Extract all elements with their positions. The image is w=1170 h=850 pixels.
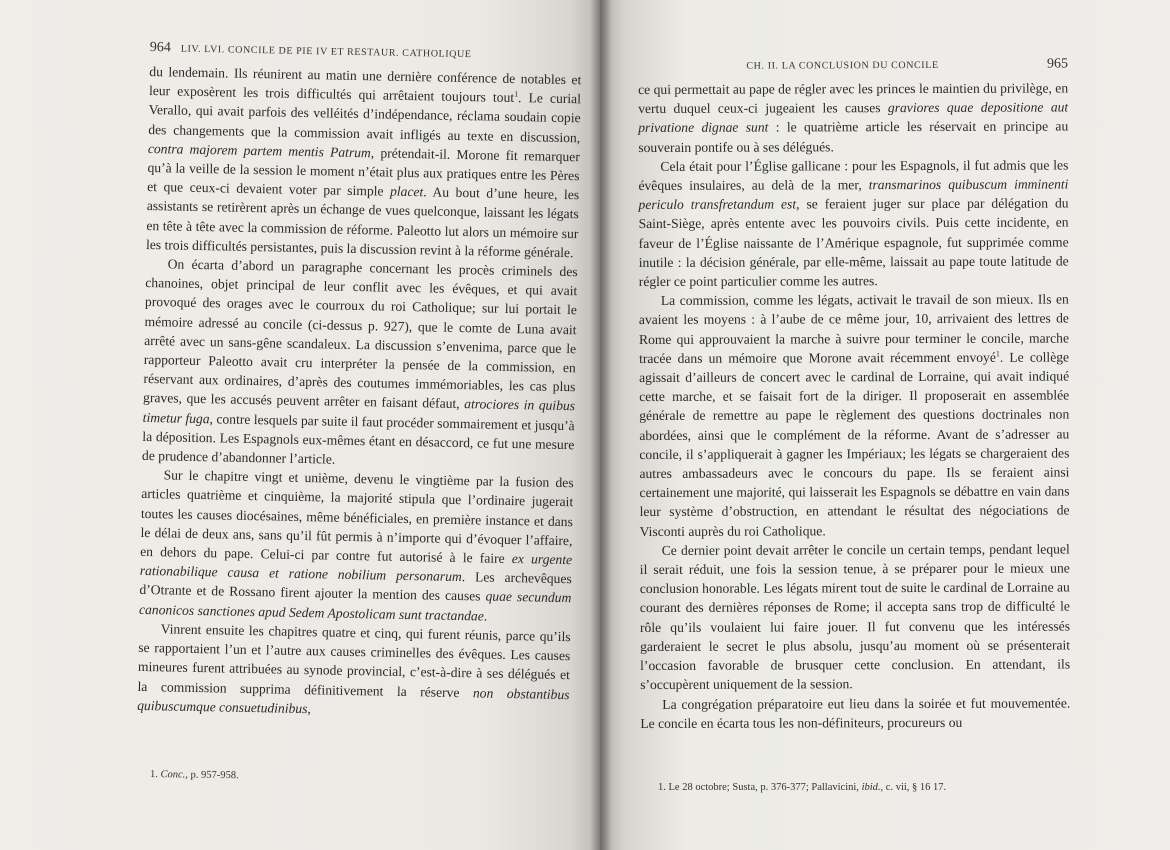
latin-phrase: atrociores in quibus timetur fuga: [142, 396, 576, 426]
text-run: Vinrent ensuite les chapitres quatre et cinq, qui furent réunis, parce qu’ils se rapportaient l’un et l’autre aux causes criminelles des évêques. Les causes mineures furent attribuées au synode provincial, c’est-à-dire à ses délégués et la commission supprima définitivement la réserve: [137, 621, 571, 700]
paragraph: [640, 539, 1071, 694]
left-page-number: 964: [149, 40, 171, 56]
latin-phrase: transmarinos quibuscum imminenti periculo transfretandum est: [638, 176, 1069, 213]
latin-phrase: placet: [389, 183, 424, 200]
text-run: . Le curial Verallo, qui avait parfois des velléités d’indépendance, réclama soudain copie des changements que la commission avait infligés au texte en discussion,: [148, 90, 582, 145]
latin-phrase: contra majorem partem mentis Patrum: [147, 140, 371, 161]
latin-phrase: graviores quae depositione aut privatione dignae sunt: [638, 99, 1069, 136]
text-run: On écarta d’abord un paragraphe concernant les procès criminels des chanoines, objet principal de leur conflit avec les évêques, et qui avait provoqué des orages avec le courroux du roi Catholique; sur lui portait le mémoire adressé au concile (ci-dessus p. 927), que le comte de Luna avait arrêté avec un sans-gêne scandaleux. La discussion s’envenima, parce que le rapporteur Paleotto avait cru interpréter la pensée de la commission, en réservant aux ordinaires, d’après des coutumes immémoriables, les cas plus graves, que les accusés peuvent arrêter en faisant défaut,: [142, 256, 578, 412]
text-run: . Le collège agissait d’ailleurs de concert avec le cardinal de Lorraine, qui avait indiqué cette marche, et se faisait fort de la diriger. Il proposerait en assemblée générale de remettre au pape le règlement des questions doctrinales non abordées, ainsi que le complément de la réforme. Avant de s’adresser au concile, il s’appliquerait à gagner les Impériaux; les légats se chargeraient des autres ambassadeurs avec le concours du pape. Ils se feraient ainsi certainement une majorité, qui laisserait les Espagnols se débattre en vain dans leur système d’obstruction, en attendant le résultat des négociations de Visconti auprès du roi Catholique.: [639, 349, 1070, 539]
text-run: 1. Le 28 octobre; Susta, p. 376-377; Pallavicini,: [658, 782, 862, 793]
text-run: ,: [307, 700, 312, 716]
right-page-content: [638, 56, 1070, 732]
latin-phrase: quae secundum canonicos sanctiones apud Sedem Apostolicam sunt tractandae: [138, 589, 572, 624]
right-page-number: 965: [1046, 56, 1069, 72]
paragraph: [137, 619, 571, 723]
paragraph: [638, 78, 1068, 156]
latin-phrase: ibid.: [861, 782, 881, 793]
text-run: , contre lesquels par suite il faut procéder sommairement et jusqu’à la déposition. Les Espagnols eux-mêmes étant en désaccord, ce fut une mesure de prudence d’abandonner l’article.: [141, 410, 575, 467]
footnote-ref: 1: [995, 349, 1000, 359]
latin-phrase: ex urgente rationabilique causa et ratione nobilium personarum: [139, 551, 573, 585]
footnote-ref: 1: [514, 89, 519, 99]
text-run: ce qui permettait au pape de régler avec les princes le maintien du privilège, en vertu duquel ceux-ci jugeaient les causes: [638, 80, 1069, 117]
right-running-head-title: CH. II. LA CONCLUSION DU CONCILE: [746, 59, 939, 72]
text-run: , se feraient juger sur place par délégation du Saint-Siège, après entente avec les pouvoirs civils. Puis cette incidente, en faveur de l’Église naissante de l’Amérique espagnole, fut supprimée comme inutile : la décision générale, par elle-même, laissait au pape toute latitude de régler ce point particulier comme les autres.: [638, 195, 1069, 290]
text-run: La commission, comme les légats, activait le travail de son mieux. Ils en avaient les moyens : à l’aube de ce même jour, 10, arrivaient des lettres de Rome qui approuvaient la marche à suivre pour terminer le concile, marche tracée dans un mémoire que Morone avait récemment envoyé: [638, 291, 1070, 366]
text-run: La congrégation préparatoire eut lieu dans la soirée et fut mouvementée. Le concile en écarta tous les non-définiteurs, procureurs ou: [640, 694, 1071, 731]
paragraph: [139, 465, 574, 627]
right-page: [600, 0, 1170, 850]
left-running-head: [150, 40, 582, 64]
left-body-text: [137, 62, 581, 723]
latin-phrase: Conc.: [160, 769, 186, 781]
text-run: .: [483, 608, 488, 624]
text-run: 1.: [149, 768, 161, 781]
text-run: . Au bout d’une heure, les assistants se retirèrent après un échange de vues quelconque, laissant les légats en tête à tête avec la commission de réforme. Paleotto lut alors un mémoire sur les trois difficultés persistantes, puis la discussion revint à la réforme générale.: [145, 184, 580, 260]
right-running-head: [638, 56, 1068, 74]
paragraph: [142, 254, 578, 473]
text-run: , c. vii, § 16 17.: [880, 782, 947, 793]
text-run: , p. 957-958.: [185, 769, 239, 782]
latin-phrase: non obstantibus quibuscumque consuetudinibus: [137, 684, 570, 716]
paragraph: [640, 693, 1070, 733]
text-run: Sur le chapitre vingt et unième, devenu le vingtième par la fusion des articles quatrième et cinquième, la majorité stipula que l’ordinaire jugerait toutes les causes diocésaines, même bénéficiales, en première instance et dans le délai de deux ans, sans qu’il fût permis à n’importe qui d’évoquer l’affaire, en dehors du pape. Celui-ci par contre fut autorisé à le faire: [140, 467, 574, 567]
text-run: : le quatrième article les réservait en principe au souverain pontife ou à ses délégués.: [638, 118, 1069, 155]
left-footnote: [150, 769, 580, 786]
paragraph: [146, 62, 582, 262]
right-footnote: [658, 782, 1088, 793]
text-run: Cela était pour l’Église gallicane : pour les Espagnols, il fut admis que les évêques insulaires, au delà de la mer,: [638, 157, 1069, 194]
paragraph: [638, 155, 1068, 291]
text-run: . Les archevêques d’Otrante et de Rossano firent ajouter la mention des causes: [139, 569, 572, 605]
text-run: du lendemain. Ils réunirent au matin une dernière conférence de notables et leur exposèrent les trois difficultés qui arrêtaient toujours tout: [148, 63, 582, 106]
text-run: , prétendait-il. Morone fit remarquer qu’à la veille de la session le moment n’était plus aux pratiques entre les Pères et que ceux-ci devaient voter par simple: [147, 145, 580, 199]
book-gutter-shadow: [590, 0, 612, 850]
left-page-content: [137, 40, 582, 723]
left-running-head-title: LIV. LVI. CONCILE DE PIE IV ET RESTAUR. CATHOLIQUE: [180, 43, 472, 61]
right-body-text: [638, 78, 1070, 732]
paragraph: [639, 290, 1070, 541]
text-run: Ce dernier point devait arrêter le concile un certain temps, pendant lequel il serait réduit, une fois la session tenue, à se préparer pour le mieux une conclusion honorable. Les légats mirent tout de suite le cardinal de Lorraine au courant des dernières réponses de Rome; il accepta sans trop de difficulté le rôle qu’ils voulaient lui faire jouer. Il fut convenu que les intéressés garderaient le secret le plus absolu, jusqu’au moment où se présenterait l’occasion favorable de brusquer cette conclusion. En attendant, ils s’occupèrent uniquement de la session.: [639, 541, 1071, 693]
